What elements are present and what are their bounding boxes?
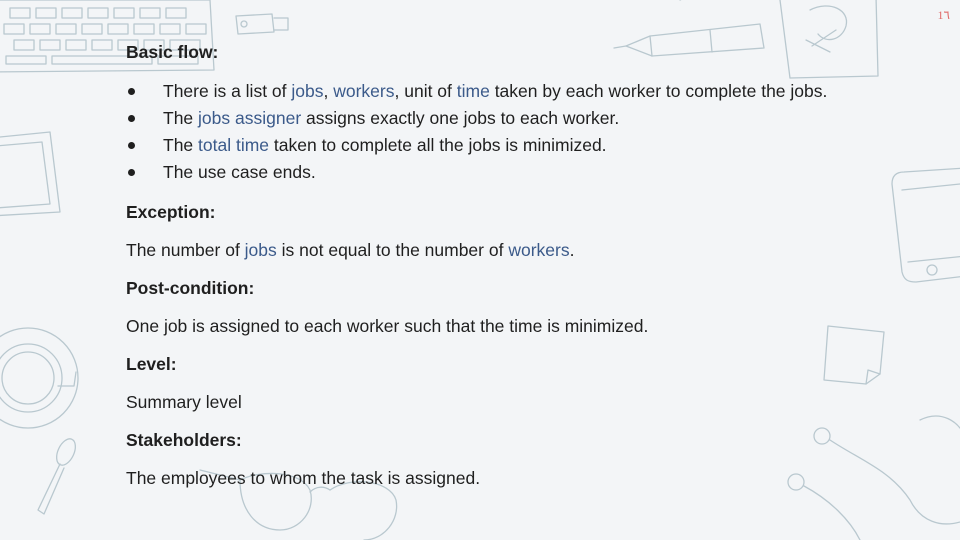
usb-drive-icon	[236, 14, 288, 34]
tablet-icon	[0, 132, 60, 216]
level-heading: Level:	[126, 354, 177, 374]
level-text: Summary level	[126, 392, 242, 412]
term-jobs: jobs	[244, 240, 277, 260]
term-jobs-assigner: jobs assigner	[198, 108, 302, 128]
stakeholders-heading: Stakeholders:	[126, 430, 242, 450]
term-workers: workers	[508, 240, 570, 260]
basic-flow-list	[126, 78, 886, 186]
exception-heading: Exception:	[126, 202, 216, 222]
term-total-time: total time	[198, 135, 270, 155]
list-item-text: The use case ends.	[163, 162, 316, 182]
bullet-icon	[128, 142, 135, 149]
list-item-text: There is a list of jobs, workers, unit of time taken by each worker to complete the jobs.	[163, 81, 828, 101]
list-item	[126, 159, 886, 186]
list-item	[126, 105, 886, 132]
slide-number: 1٦	[937, 8, 950, 22]
post-condition-text: One job is assigned to each worker such that the time is minimized.	[126, 316, 649, 336]
post-condition-heading: Post-condition:	[126, 278, 255, 298]
term-time: time	[456, 81, 490, 101]
bullet-icon	[128, 115, 135, 122]
spoon-icon	[38, 436, 79, 514]
term-workers: workers	[333, 81, 395, 101]
list-item-text: The jobs assigner assigns exactly one jobs to each worker.	[163, 108, 620, 128]
slide-content	[126, 40, 886, 490]
list-item	[126, 132, 886, 159]
list-item-text: The total time taken to complete all the jobs is minimized.	[163, 135, 607, 155]
bullet-icon	[128, 88, 135, 95]
bullet-icon	[128, 169, 135, 176]
term-jobs: jobs	[291, 81, 324, 101]
stakeholders-text: The employees to whom the task is assigned.	[126, 468, 481, 488]
basic-flow-heading: Basic flow:	[126, 42, 219, 62]
smartphone-icon	[892, 168, 960, 282]
exception-text: The number of jobs is not equal to the number of workers.	[126, 240, 575, 260]
list-item	[126, 78, 886, 105]
coffee-cup-icon	[0, 328, 78, 428]
